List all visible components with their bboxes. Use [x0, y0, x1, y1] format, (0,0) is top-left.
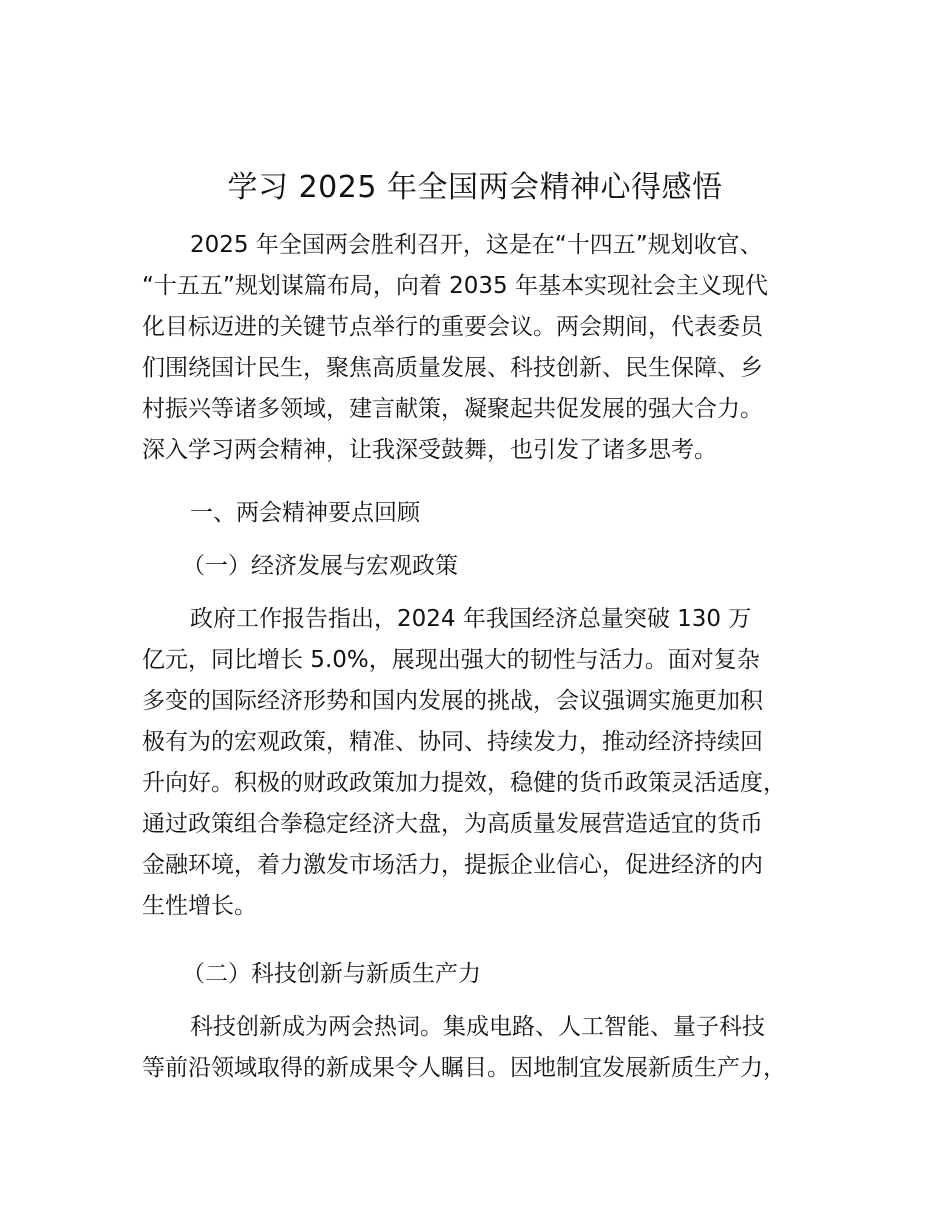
- subsection-heading: （二）科技创新与新质生产力: [182, 961, 481, 987]
- paragraph-line: “十五五”规划谋篇布局，向着 2035 年基本实现社会主义现代: [142, 273, 768, 299]
- paragraph-line: 们围绕国计民生，聚焦高质量发展、科技创新、民生保障、乡: [142, 355, 763, 381]
- paragraph-line: 等前沿领域取得的新成果令人瞩目。因地制宜发展新质生产力，: [142, 1055, 786, 1081]
- paragraph-line: 2025 年全国两会胜利召开，这是在“十四五”规划收官、: [190, 232, 763, 258]
- paragraph-line: 政府工作报告指出，2024 年我国经济总量突破 130 万: [190, 606, 752, 632]
- paragraph-line: 极有为的宏观政策，精准、协同、持续发力，推动经济持续回: [142, 729, 763, 755]
- paragraph-line: 村振兴等诸多领域，建言献策，凝聚起共促发展的强大合力。: [142, 396, 763, 422]
- paragraph-line: 生性增长。: [142, 893, 257, 919]
- paragraph-line: 化目标迈进的关键节点举行的重要会议。两会期间，代表委员: [142, 314, 763, 340]
- paragraph-line: 科技创新成为两会热词。集成电路、人工智能、量子科技: [190, 1014, 765, 1040]
- paragraph-line: 升向好。积极的财政政策加力提效，稳健的货币政策灵活适度，: [142, 770, 786, 796]
- section-heading: 一、两会精神要点回顾: [190, 500, 420, 526]
- paragraph-line: 金融环境，着力激发市场活力，提振企业信心，促进经济的内: [142, 852, 763, 878]
- document-title: 学习 2025 年全国两会精神心得感悟: [227, 170, 723, 205]
- subsection-heading: （一）经济发展与宏观政策: [182, 553, 458, 579]
- paragraph-line: 深入学习两会精神，让我深受鼓舞，也引发了诸多思考。: [142, 437, 717, 463]
- paragraph-line: 通过政策组合拳稳定经济大盘，为高质量发展营造适宜的货币: [142, 811, 763, 837]
- paragraph-line: 亿元，同比增长 5.0%，展现出强大的韧性与活力。面对复杂: [142, 647, 760, 673]
- paragraph-line: 多变的国际经济形势和国内发展的挑战，会议强调实施更加积: [142, 688, 763, 714]
